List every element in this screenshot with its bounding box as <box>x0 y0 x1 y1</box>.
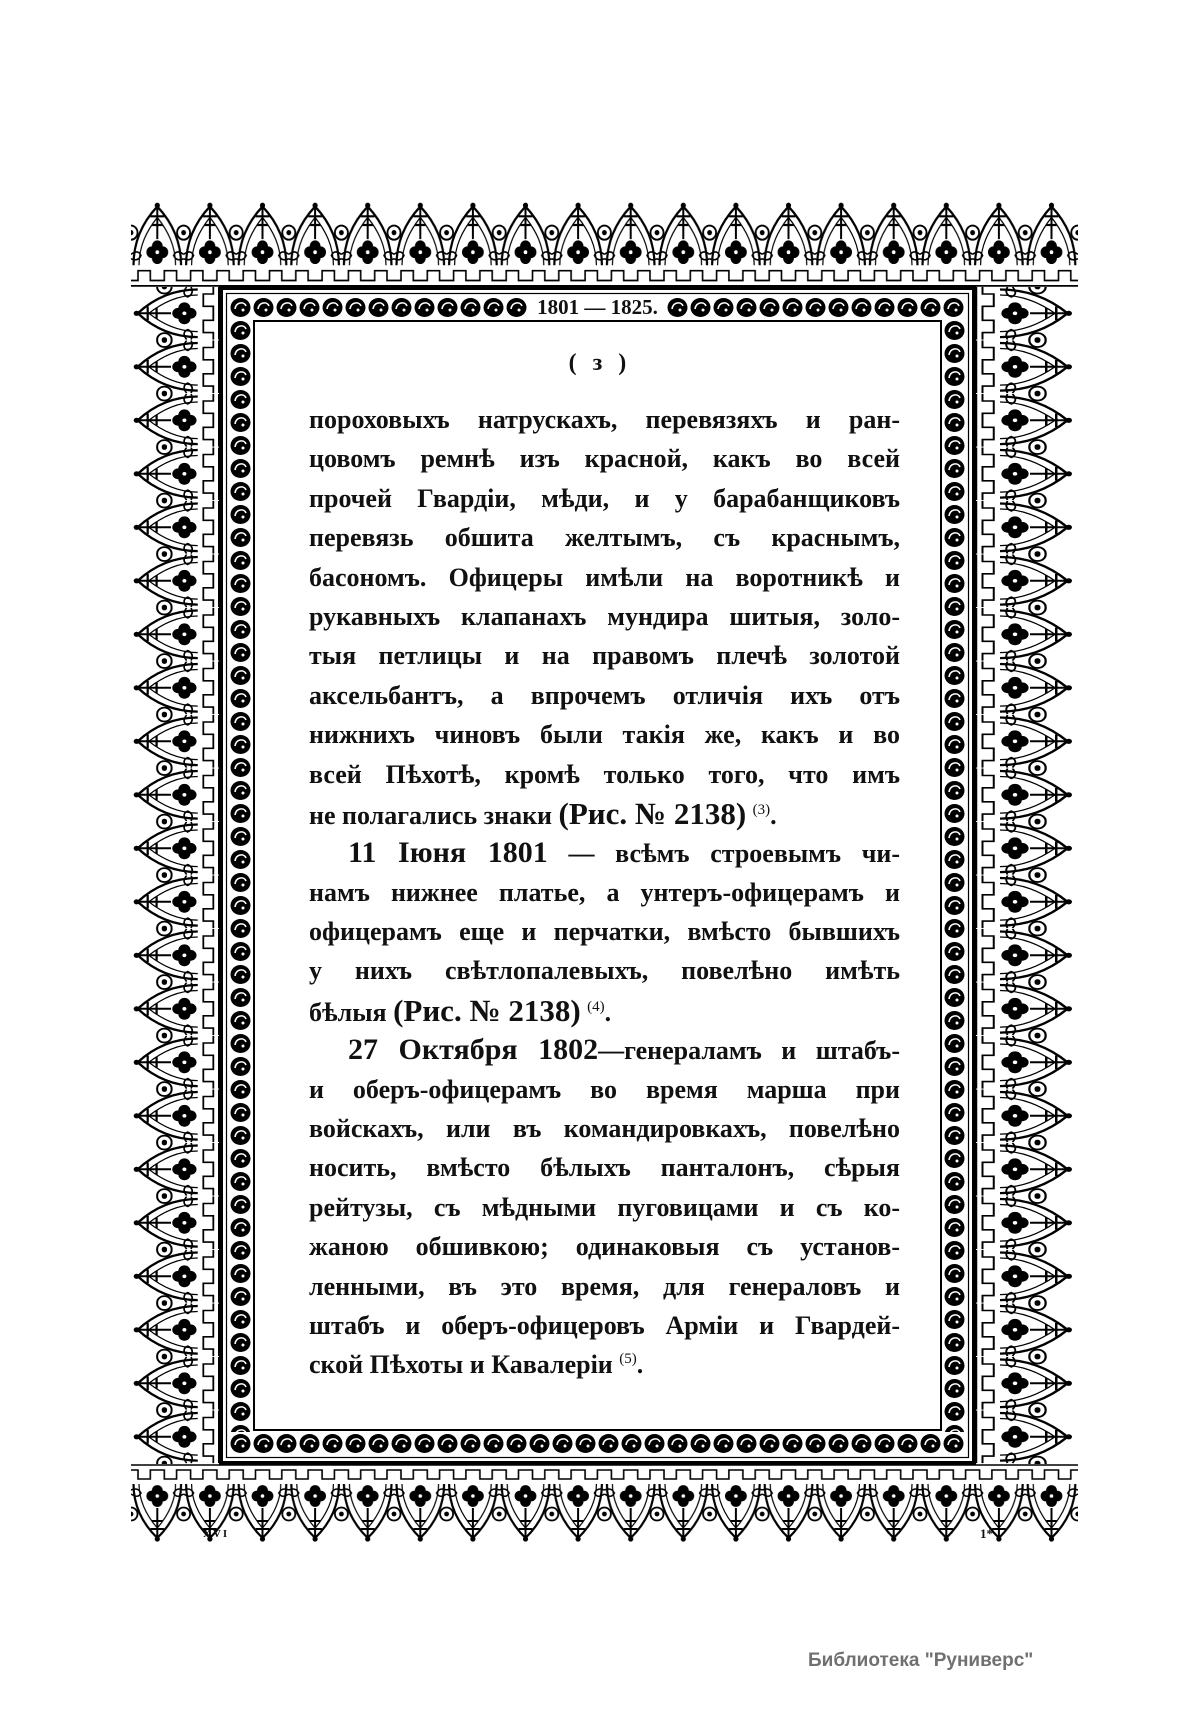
entry-date: 27 Октября 1802 <box>348 1033 599 1067</box>
signature-mark-right: 1* <box>980 1526 993 1541</box>
line-text: ской Пѣхоты и Кавалеріи <box>309 1350 613 1380</box>
body-line: прочей Гвардіи, мѣди, и у барабанщиковъ <box>309 483 900 513</box>
ornament-band-top <box>131 200 1078 287</box>
line-tail: . <box>770 800 777 830</box>
footnote-marker: (5) <box>619 1351 637 1368</box>
bead-band-right <box>943 319 966 1432</box>
body-line: аксельбантъ, а впрочемъ отличія ихъ отъ <box>309 680 900 710</box>
body-line: рейтузы, съ мѣдными пуговицами и съ ко- <box>309 1192 900 1222</box>
body-line <box>309 991 900 1030</box>
line-text: бѣлыя <box>309 997 387 1027</box>
body-line: перевязь обшита желтымъ, съ краснымъ, <box>309 523 900 553</box>
bead-band-left <box>229 319 252 1432</box>
body-line <box>309 1345 900 1384</box>
bead-band-bottom <box>229 1432 966 1455</box>
library-watermark: Библиотека "Руниверс" <box>808 1650 1034 1671</box>
body-line: всей Пѣхотѣ, кромѣ только того, что имъ <box>309 759 900 789</box>
line-tail: . <box>636 1350 644 1380</box>
body-line: намъ нижнее платье, а унтеръ-офицерамъ и <box>309 877 900 907</box>
body-line: войскахъ, или въ командировкахъ, повелѣно <box>309 1114 900 1144</box>
body-line: у нихъ свѣтлопалевыхъ, повелѣно имѣть <box>309 956 900 986</box>
running-header <box>220 294 975 321</box>
body-line: офицерамъ еще и перчатки, вмѣсто бывшихъ <box>309 917 900 947</box>
signature-mark-left: XVI <box>203 1528 230 1540</box>
body-line: ленными, въ это время, для генераловъ и <box>309 1271 900 1301</box>
body-line: тыя петлицы и на правомъ плечѣ золотой <box>309 641 900 671</box>
body-line: штабъ и оберъ-офицеровъ Арміи и Гвардей- <box>309 1310 900 1340</box>
ornament-band-right <box>975 287 1078 1464</box>
body-line: носить, вмѣсто бѣлыхъ панталонъ, сѣрыя <box>309 1153 900 1183</box>
page-number: ( з ) <box>568 350 627 376</box>
body-text <box>309 400 900 1385</box>
ornament-band-left <box>131 287 220 1464</box>
line-tail: . <box>604 997 612 1027</box>
footnote-marker: (4) <box>587 998 605 1015</box>
body-line: нижнихъ чиновъ были такія же, какъ и во <box>309 720 900 750</box>
body-line <box>309 1030 900 1069</box>
footnote-marker: (3) <box>752 801 771 818</box>
body-line: басономъ. Офицеры имѣли на воротникѣ и <box>309 562 900 592</box>
entry-date: 11 Іюня 1801 <box>348 836 548 870</box>
line-text: не полагались знаки <box>309 800 553 830</box>
body-line: пороховыхъ натрускахъ, перевязяхъ и ран- <box>309 405 900 434</box>
figure-reference: (Рис. № 2138) <box>393 992 581 1028</box>
body-line: и оберъ-офицерамъ во время марша при <box>309 1074 900 1104</box>
line-text: — всѣмъ строевымъ чи- <box>568 839 900 869</box>
body-line: жаною обшивкою; одинаковыя съ установ- <box>309 1232 900 1262</box>
header-years: 1801 — 1825. <box>528 295 667 319</box>
figure-reference: (Рис. № 2138) <box>558 795 747 831</box>
body-line: рукавныхъ клапанахъ мундира шитыя, золо- <box>309 601 900 631</box>
body-line <box>309 794 900 833</box>
body-line <box>309 833 900 872</box>
body-line: цовомъ ремнѣ изъ красной, какъ во всей <box>309 444 900 474</box>
ornament-band-bottom <box>131 1464 1078 1544</box>
line-text: —генераламъ и штабъ- <box>598 1036 900 1066</box>
